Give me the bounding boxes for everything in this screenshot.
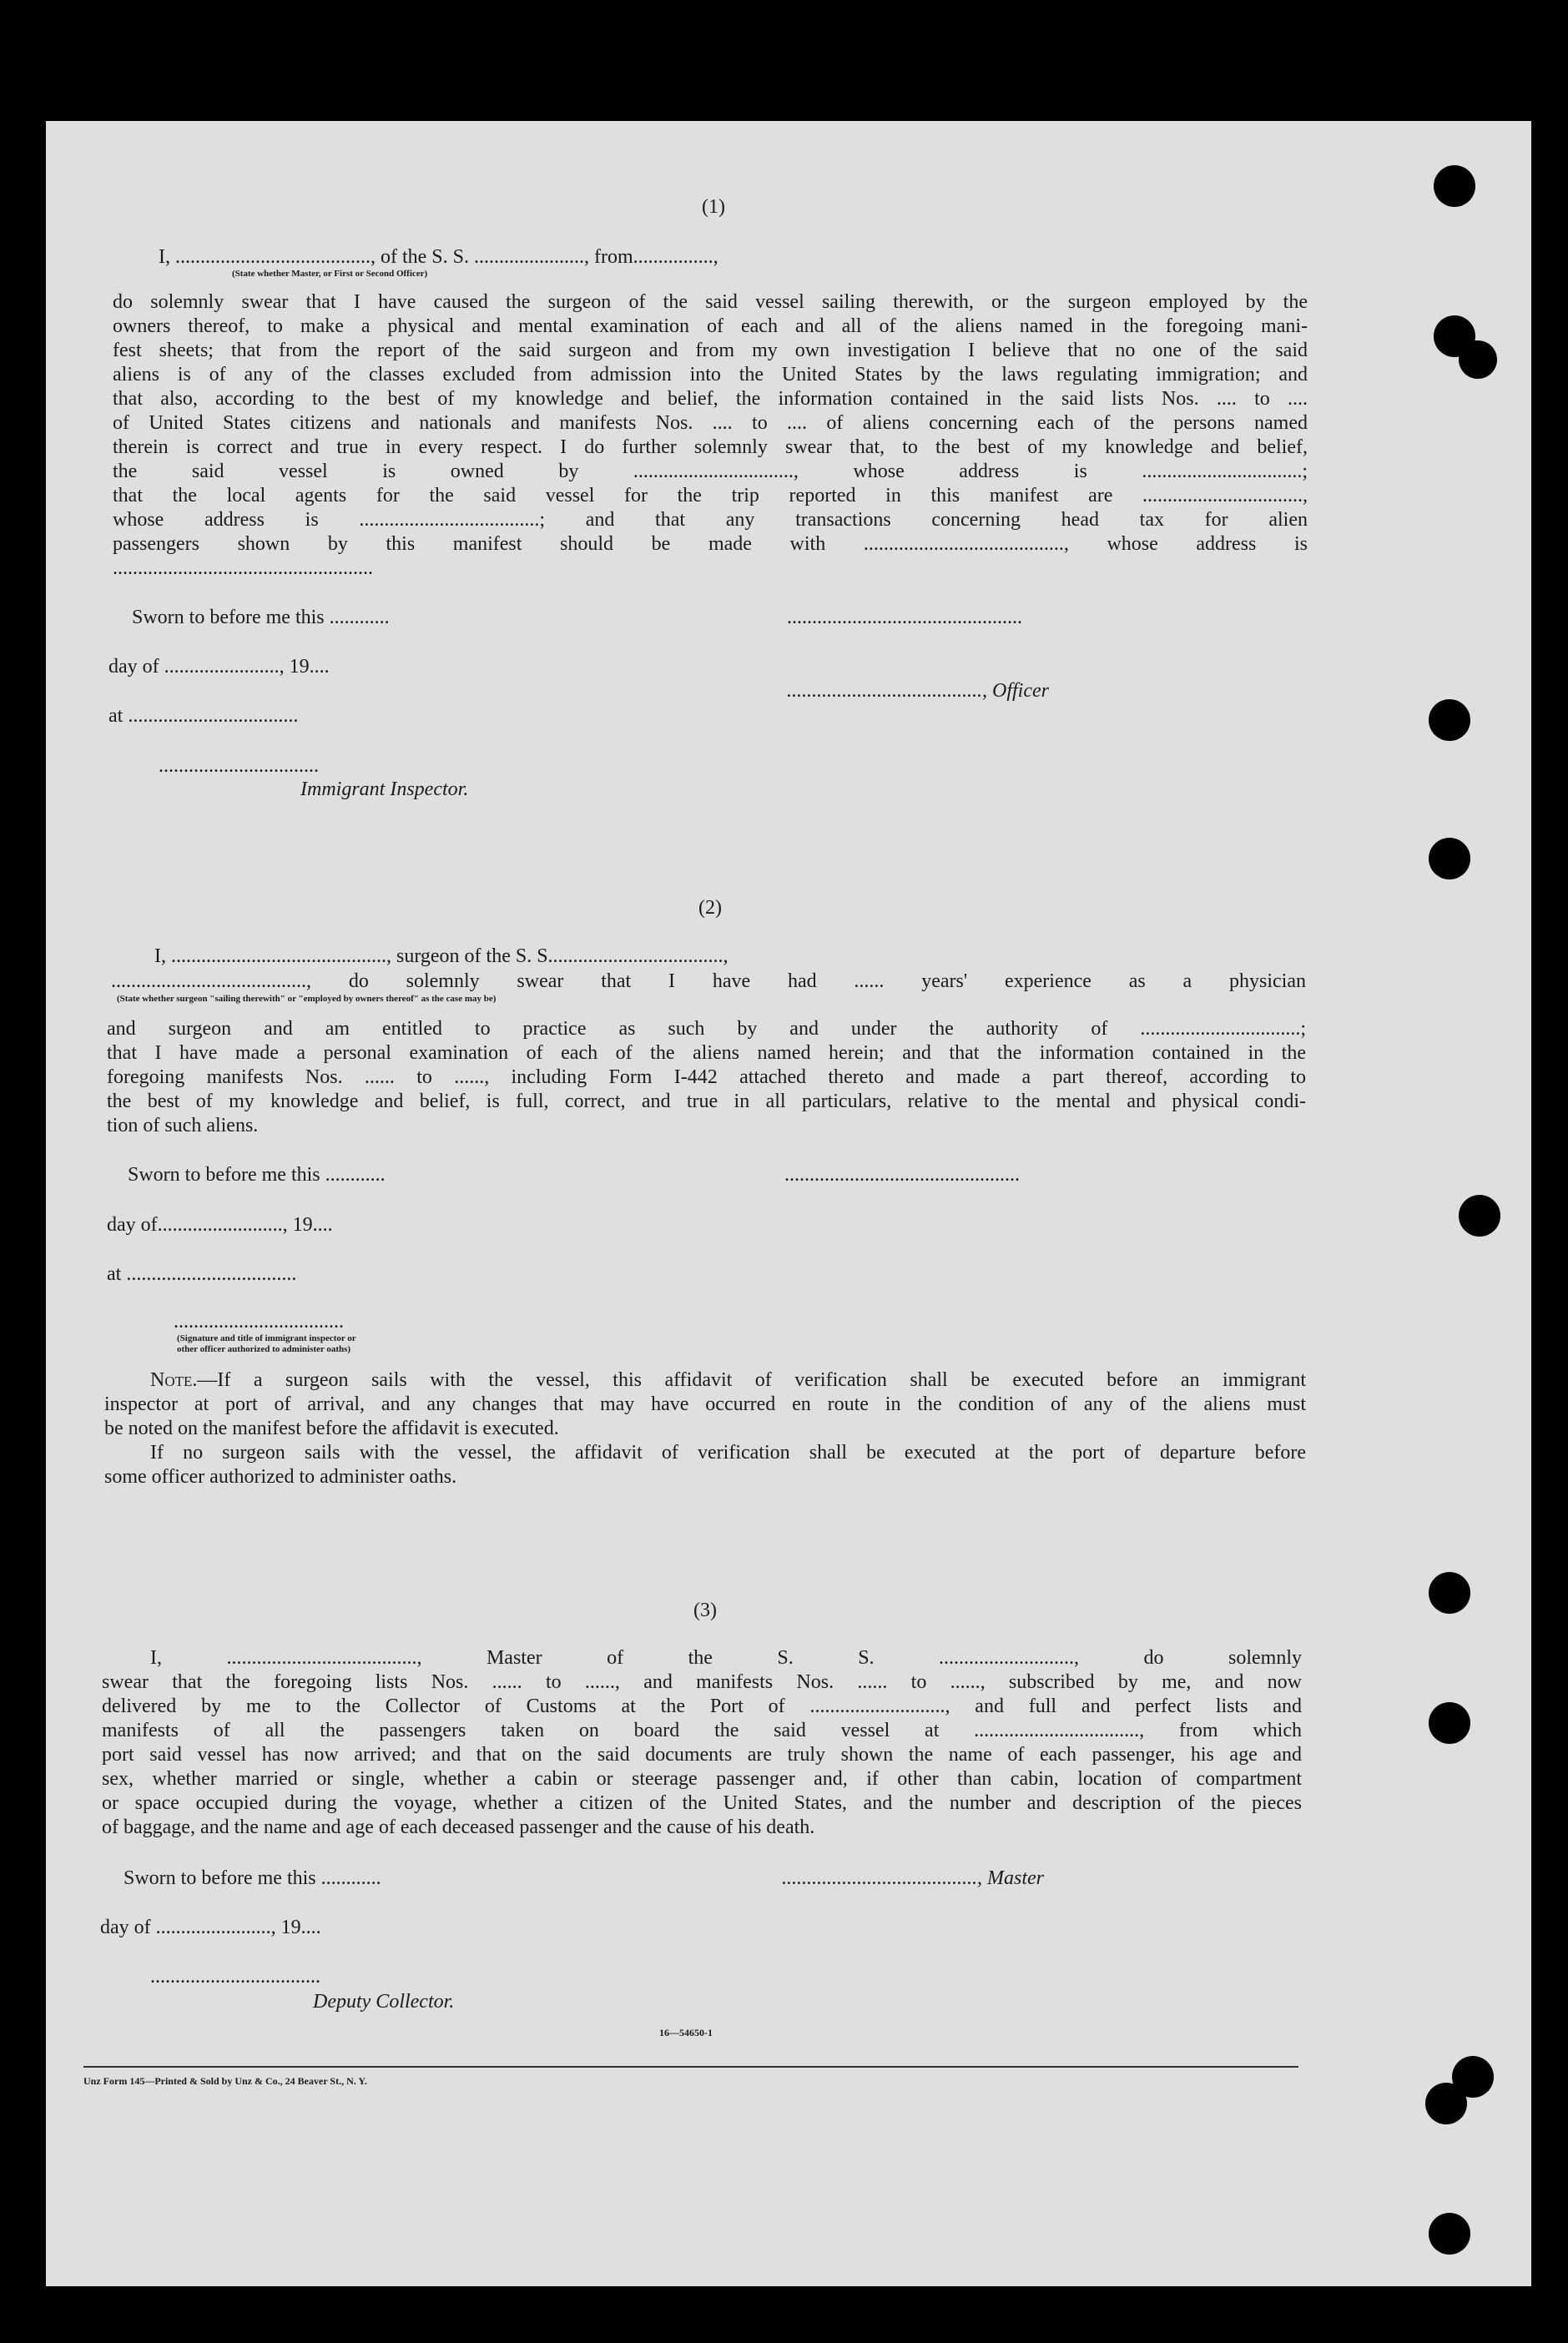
section-1-line: fest sheets; that from the report of the said surgeon and from my own investigation I believe that no one of the said [113, 340, 1308, 361]
section-2-line: foregoing manifests Nos. ...... to ......, including Form I-442 attached thereto and made a part thereof, according to [107, 1066, 1306, 1088]
punch-hole [1434, 165, 1475, 207]
section-1-line: the said vessel is owned by ................................, whose address is ................................; [113, 461, 1308, 482]
section-3-sworn: Sworn to before me this ............ [124, 1867, 381, 1889]
section-2-signature-line: ............................................... [784, 1164, 1020, 1186]
section-1-at: at .................................. [108, 705, 299, 727]
note-label: Note. [150, 1369, 198, 1391]
inspector-dots: ................................ [159, 755, 319, 777]
immigrant-inspector-label: Immigrant Inspector. [300, 778, 469, 800]
form-code: 16—54650-1 [659, 2027, 713, 2038]
note-line: inspector at port of arrival, and any changes that may have occurred en route in the condition of any of the aliens must [104, 1393, 1306, 1415]
section-1-line: owners thereof, to make a physical and mental examination of each and all of the aliens named in the foregoing mani- [113, 315, 1308, 337]
punch-hole [1429, 1702, 1470, 1744]
section-1-line: therein is correct and true in every respect. I do further solemnly swear that, to the best of my knowledge and belief, [113, 436, 1308, 458]
section-1-day: day of ......................., 19.... [108, 656, 330, 678]
punch-hole [1429, 699, 1470, 741]
section-1-line: aliens is of any of the classes excluded from admission into the United States by the laws regulating immigration; and [113, 364, 1308, 385]
section-1-signature-line: ............................................... [787, 607, 1022, 628]
punch-hole [1429, 2213, 1470, 2255]
officer-note: (State whether Master, or First or Second Officer) [232, 269, 428, 279]
section-1-line: whose address is ....................................; and that any transactions concerning head tax for alien [113, 509, 1308, 531]
note-line-1 [150, 1368, 1306, 1393]
section-3-line: or space occupied during the voyage, whether a citizen of the United States, and the number and description of the pieces [102, 1792, 1302, 1814]
punch-hole [1459, 340, 1497, 379]
section-2-line: the best of my knowledge and belief, is full, correct, and true in all particulars, relative to the mental and physical condi- [107, 1091, 1306, 1112]
section-2-day: day of........................., 19.... [107, 1214, 333, 1236]
section-1-line: that the local agents for the said vessel for the trip reported in this manifest are ................................, [113, 485, 1308, 506]
section-1-line: passengers shown by this manifest should be made with ........................................, whose address is [113, 533, 1308, 555]
officer-line-text: ......................................., Officer [787, 680, 1049, 702]
section-2-sworn: Sworn to before me this ............ [128, 1164, 386, 1186]
section-1-line: do solemnly swear that I have caused the surgeon of the said vessel sailing therewith, or the surgeon employed by the [113, 291, 1308, 313]
section-3-opening: I, ......................................, Master of the S. S. ..........................., do solemnly [150, 1647, 1302, 1669]
section-3-line: port said vessel has now arrived; and that on the said documents are truly shown the name of each passenger, his age and [102, 1744, 1302, 1766]
surgeon-note: (State whether surgeon "sailing therewith" or "employed by owners thereof" as the case may be) [117, 994, 497, 1004]
section-3-line: swear that the foregoing lists Nos. ...... to ......, and manifests Nos. ...... to ......, subscribed by me, and now [102, 1671, 1302, 1693]
note-2-last-line: some officer authorized to administer oaths. [104, 1466, 457, 1488]
section-1-last-line: .................................................... [113, 557, 373, 579]
punch-hole [1425, 2083, 1467, 2124]
officer-signature-line [787, 679, 1049, 703]
punch-hole [1459, 1195, 1500, 1237]
section-3-line: manifests of all the passengers taken on board the said vessel at ................................., from which [102, 1720, 1302, 1741]
section-1-number: (1) [702, 196, 725, 218]
section-2-opening: I, ..........................................., surgeon of the S. S..................................., [154, 945, 729, 967]
master-signature-line: ......................................., Master [782, 1867, 1044, 1889]
printer-footer: Unz Form 145—Printed & Sold by Unz & Co., 24 Beaver St., N. Y. [83, 2075, 367, 2087]
section-2-number: (2) [698, 897, 722, 919]
section-2-line: and surgeon and am entitled to practice as such by and under the authority of ................................; [107, 1018, 1306, 1040]
note-last-line: be noted on the manifest before the affidavit is executed. [104, 1418, 559, 1439]
section-2-at: at .................................. [107, 1263, 297, 1285]
section-1-line: that also, according to the best of my knowledge and belief, the information contained in the said lists Nos. .... to .... [113, 388, 1308, 410]
punch-hole [1429, 1572, 1470, 1614]
section-3-line: sex, whether married or single, whether a cabin or steerage passenger and, if other than cabin, location of compartment [102, 1768, 1302, 1790]
note-2-line: If no surgeon sails with the vessel, the affidavit of verification shall be executed at the port of departure before [150, 1442, 1306, 1464]
deputy-collector-label: Deputy Collector. [313, 1991, 455, 2013]
section-3-day: day of ......................., 19.... [100, 1917, 321, 1938]
collector-dots: .................................. [150, 1966, 320, 1988]
section-1-opening: I, ......................................., of the S. S. ......................, from................, [159, 246, 718, 268]
section-3-line: delivered by me to the Collector of Customs at the Port of ..........................., and full and perfect lists and [102, 1696, 1302, 1717]
section-3-number: (3) [693, 1600, 717, 1621]
section-1-sworn: Sworn to before me this ............ [132, 607, 390, 628]
section-2-signature-dots: .................................. [174, 1311, 344, 1333]
section-2-line: that I have made a personal examination of each of the aliens named herein; and that the information contained in the [107, 1042, 1306, 1064]
signature-note-1: (Signature and title of immigrant inspector or [177, 1333, 356, 1343]
note-text: —If a surgeon sails with the vessel, this affidavit of verification shall be executed before an immigrant [197, 1369, 1306, 1391]
section-3-last-line: of baggage, and the name and age of each deceased passenger and the cause of his death. [102, 1816, 815, 1838]
section-1-line: of United States citizens and nationals and manifests Nos. .... to .... of aliens concerning each of the persons named [113, 412, 1308, 434]
signature-note-2: other officer authorized to administer oaths) [177, 1344, 351, 1354]
section-2-last-line: tion of such aliens. [107, 1115, 259, 1136]
punch-hole [1429, 838, 1470, 879]
section-2-line-2: ......................................., do solemnly swear that I have had ...... years' experience as a physician [111, 970, 1306, 992]
footer-rule [83, 2066, 1298, 2068]
